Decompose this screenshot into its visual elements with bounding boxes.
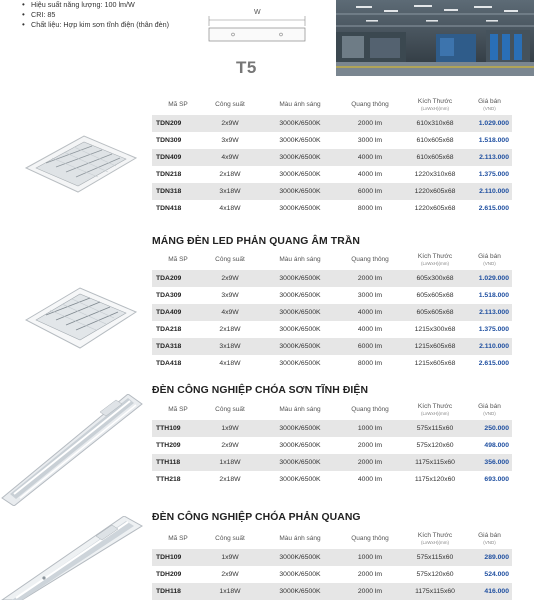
header-color: Màu ánh sáng [279,100,321,108]
header-price [470,98,512,111]
header-power: Công suất [215,534,245,542]
cell-flux: 3000 lm [357,292,383,299]
table-row [152,115,512,132]
cell-price: 2.110.000 [479,188,509,195]
cell-price: 356.000 [484,459,509,466]
cell-size: 1215x300x68 [414,326,456,333]
cell-power: 2x18W [219,326,241,333]
table-tdn [152,93,512,217]
cell-flux: 4000 lm [357,154,383,161]
table-row [152,583,512,600]
cell-power: 3x18W [219,343,241,350]
header-price [470,532,512,545]
cell-power: 2x18W [219,476,241,483]
cell-power: 4x18W [219,205,241,212]
cell-power: 1x9W [221,554,239,561]
cell-size: 610x310x68 [416,120,454,127]
cell-flux: 2000 lm [357,588,383,595]
cell-price: 1.518.000 [478,292,509,299]
table-tth [152,398,512,488]
cell-flux: 1000 lm [357,554,383,561]
cell-size: 575x115x60 [416,554,454,561]
header-flux: Quang thông [351,534,389,542]
cell-power: 2x9W [221,275,239,282]
cell-power: 2x9W [221,120,239,127]
cell-size: 1175x115x60 [415,588,455,595]
bullet-cri: • CRI: 85 [22,10,169,20]
table-row [152,287,512,304]
header-power: Công suất [215,255,245,263]
cell-sp: TDH109 [156,554,182,561]
cell-price: 2.110.000 [479,343,509,350]
cell-flux: 3000 lm [357,137,383,144]
cell-size: 1220x310x68 [414,171,456,178]
cell-flux: 8000 lm [357,205,383,212]
cell-power: 4x18W [219,360,241,367]
cell-color: 3000K/6500K [279,554,321,561]
cell-power: 3x9W [221,137,239,144]
cell-color: 3000K/6500K [279,459,321,466]
cell-sp: TDN218 [156,171,182,178]
cell-price: 498.000 [484,442,509,449]
header-color: Màu ánh sáng [279,405,321,413]
cell-color: 3000K/6500K [279,326,321,333]
cell-size: 610x605x68 [416,154,454,161]
table-row [152,270,512,287]
header-size [400,253,470,266]
cell-flux: 2000 lm [357,459,383,466]
header-price-sub: (VND) [483,105,496,111]
cell-size: 605x605x68 [416,309,454,316]
bullet-material: • Chất liệu: Hợp kim sơn tĩnh điện (thân đèn) [22,20,169,30]
table-row [152,321,512,338]
cell-color: 3000K/6500K [279,171,321,178]
header-size [400,98,470,111]
header-size-label: Kích Thước [417,97,453,105]
header-size [400,532,470,545]
cell-price: 416.000 [484,588,509,595]
cell-flux: 2000 lm [357,442,383,449]
bullet-efficiency: • Hiệu suất năng lượng: 100 lm/W [22,0,169,10]
cell-power: 4x9W [221,309,239,316]
cell-power: 2x9W [221,571,239,578]
cell-flux: 1000 lm [357,425,383,432]
section-title-painted-industrial: ĐÈN CÔNG NGHIỆP CHÓA SƠN TĨNH ĐIỆN [152,385,369,396]
header-size-label: Kích Thước [417,531,453,539]
table-row [152,304,512,321]
header-flux: Quang thông [351,255,389,263]
header-sp: Mã SP [168,534,188,542]
cell-sp: TDH118 [156,588,181,595]
table-header [152,527,512,549]
cell-power: 3x9W [221,292,239,299]
reflector-batten-image [0,516,145,600]
table-row [152,549,512,566]
header-size-label: Kích Thước [417,252,453,260]
table-row [152,200,512,217]
header-size-sub: (LxWxH)(mm) [421,539,449,545]
header-size-sub: (LxWxH)(mm) [421,410,449,416]
dimension-label: W [254,9,261,16]
cell-power: 1x18W [219,459,241,466]
table-row [152,437,512,454]
header-color: Màu ánh sáng [279,534,321,542]
cell-sp: TDA209 [156,275,182,282]
cell-sp: TDN209 [156,120,182,127]
header-flux: Quang thông [351,100,389,108]
cell-flux: 4000 lm [357,326,383,333]
header-price-sub: (VND) [483,410,496,416]
header-price-label: Giá bán [478,97,501,105]
cell-color: 3000K/6500K [279,588,321,595]
header-sp: Mã SP [168,100,188,108]
cell-color: 3000K/6500K [279,360,321,367]
cell-size: 575x120x60 [416,442,454,449]
cell-power: 2x9W [221,442,239,449]
header-sp: Mã SP [168,405,188,413]
cell-flux: 4000 lm [357,476,383,483]
header-price-sub: (VND) [483,260,496,266]
cell-price: 250.000 [484,425,509,432]
cell-color: 3000K/6500K [279,343,321,350]
cell-flux: 8000 lm [357,360,383,367]
header-price-sub: (VND) [483,539,496,545]
header-sp: Mã SP [168,255,188,263]
header-price-label: Giá bán [478,402,501,410]
cell-color: 3000K/6500K [279,425,321,432]
cell-price: 693.000 [484,476,509,483]
dimension-diagram [207,10,307,46]
cell-sp: TDN318 [156,188,182,195]
cell-price: 1.375.000 [478,326,509,333]
table-row [152,471,512,488]
cell-sp: TDA418 [156,360,182,367]
cell-sp: TTH118 [156,459,181,466]
cell-flux: 4000 lm [357,171,383,178]
cell-sp: TDN309 [156,137,182,144]
cell-sp: TDA409 [156,309,182,316]
cell-flux: 2000 lm [357,120,383,127]
table-tdh [152,527,512,600]
cell-size: 575x115x60 [416,425,454,432]
cell-color: 3000K/6500K [279,476,321,483]
cell-price: 1.029.000 [478,275,509,282]
cell-sp: TTH209 [156,442,181,449]
cell-power: 4x9W [221,154,239,161]
cell-sp: TDA309 [156,292,182,299]
cell-price: 1.518.000 [478,137,509,144]
cell-color: 3000K/6500K [279,154,321,161]
cell-color: 3000K/6500K [279,188,321,195]
header-price-label: Giá bán [478,531,501,539]
cell-sp: TDN418 [156,205,182,212]
table-row [152,149,512,166]
cell-size: 1220x605x68 [414,188,456,195]
header-price [470,253,512,266]
table-row [152,183,512,200]
table-header [152,398,512,420]
cell-sp: TTH218 [156,476,181,483]
cell-price: 2.615.000 [478,205,509,212]
table-row [152,420,512,437]
header-price [470,403,512,416]
cell-color: 3000K/6500K [279,442,321,449]
cell-size: 1215x605x68 [414,343,456,350]
table-row [152,454,512,471]
section-title-recessed: MÁNG ĐÈN LED PHẢN QUANG ÂM TRẦN [152,236,361,247]
cell-size: 610x605x68 [416,137,454,144]
spec-bullets [22,0,169,30]
cell-size: 1220x605x68 [414,205,456,212]
table-tda [152,248,512,372]
cell-color: 3000K/6500K [279,292,321,299]
table-row [152,166,512,183]
section-title-reflector-industrial: ĐÈN CÔNG NGHIỆP CHÓA PHẢN QUANG [152,512,361,523]
cell-flux: 4000 lm [357,309,383,316]
table-row [152,132,512,149]
cell-color: 3000K/6500K [279,309,321,316]
cell-price: 524.000 [484,571,509,578]
header-size-label: Kích Thước [417,402,453,410]
header-size-sub: (LxWxH)(mm) [421,260,449,266]
cell-color: 3000K/6500K [279,571,321,578]
cell-size: 605x300x68 [416,275,454,282]
cell-size: 1215x605x68 [414,360,456,367]
table-header [152,93,512,115]
table-row [152,355,512,372]
cell-flux: 2000 lm [357,571,383,578]
header-price-label: Giá bán [478,252,501,260]
cell-color: 3000K/6500K [279,275,321,282]
troffer-fixture-image [22,128,140,198]
cell-color: 3000K/6500K [279,137,321,144]
factory-photo [336,0,534,76]
cell-price: 2.615.000 [478,360,509,367]
cell-size: 1175x120x60 [414,476,456,483]
painted-batten-image [0,394,145,506]
t5-title: T5 [236,58,257,77]
cell-price: 289.000 [484,554,509,561]
header-power: Công suất [215,100,245,108]
cell-size: 575x120x60 [416,571,454,578]
cell-size: 605x605x68 [416,292,454,299]
cell-sp: TDH209 [156,571,182,578]
table-row [152,338,512,355]
header-flux: Quang thông [351,405,389,413]
cell-power: 2x18W [219,171,241,178]
cell-flux: 6000 lm [357,188,383,195]
cell-color: 3000K/6500K [279,120,321,127]
cell-sp: TDA218 [156,326,182,333]
header-size-sub: (LxWxH)(mm) [421,105,449,111]
reflector-troffer-image [22,282,140,354]
cell-flux: 2000 lm [357,275,383,282]
cell-price: 1.375.000 [478,171,509,178]
header-size [400,403,470,416]
cell-size: 1175x115x60 [415,459,455,466]
header-color: Màu ánh sáng [279,255,321,263]
table-header [152,248,512,270]
cell-power: 1x18W [219,588,241,595]
cell-sp: TTH109 [156,425,181,432]
cell-price: 1.029.000 [478,120,509,127]
cell-power: 1x9W [221,425,239,432]
header-power: Công suất [215,405,245,413]
cell-price: 2.113.000 [479,309,509,316]
cell-sp: TDA318 [156,343,182,350]
table-row [152,566,512,583]
cell-flux: 6000 lm [357,343,383,350]
cell-color: 3000K/6500K [279,205,321,212]
cell-price: 2.113.000 [479,154,509,161]
cell-power: 3x18W [219,188,241,195]
cell-sp: TDN409 [156,154,182,161]
